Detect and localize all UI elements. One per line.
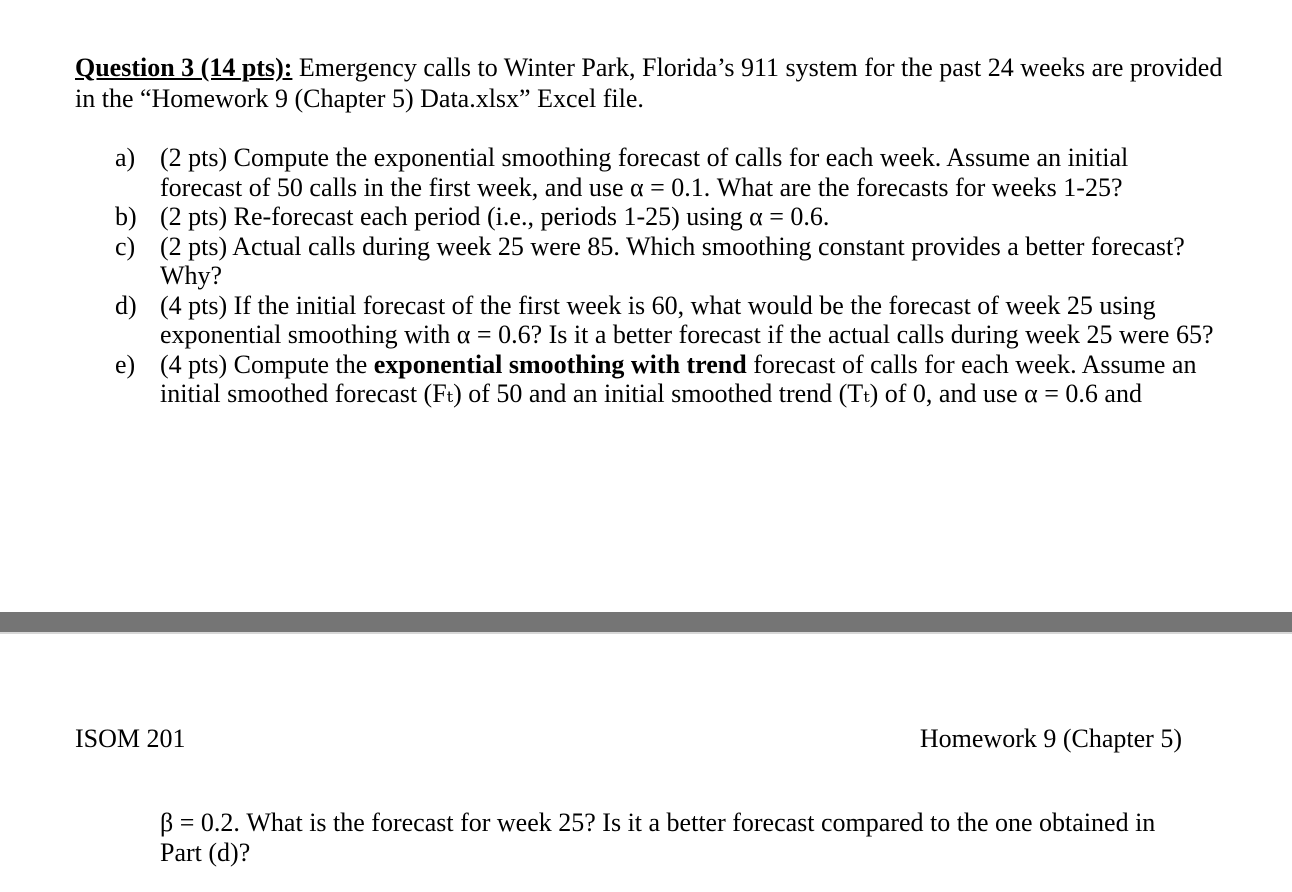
- part-e: [75, 350, 1215, 409]
- part-a: [75, 143, 1215, 202]
- question-text: Emergency calls to Winter Park, Florida’s 911 system for the past 24 weeks are provided in the “Homework 9 (Chapter 5) Data.xlsx” Excel file.: [75, 53, 1223, 113]
- part-text: (4 pts) If the initial forecast of the first week is 60, what would be the forecast of week 25 using exponential smoothing with α = 0.6? Is it a better forecast if the actual calls during week 25 were 65?: [160, 290, 1214, 349]
- footer-course: ISOM 201: [75, 724, 186, 753]
- part-letter: a): [115, 143, 136, 172]
- part-letter: b): [115, 202, 137, 231]
- part-text-bold: exponential smoothing with trend: [373, 349, 747, 379]
- part-letter: e): [115, 349, 136, 379]
- part-letter: d): [115, 290, 137, 320]
- page-separator: [0, 612, 1292, 632]
- part-text: (2 pts) Actual calls during week 25 were 85. Which smoothing constant provides a better forecast? Why?: [160, 231, 1185, 290]
- footer-title: Homework 9 (Chapter 5): [919, 724, 1182, 753]
- question-header: [75, 52, 1225, 114]
- part-letter: c): [115, 231, 136, 261]
- part-e-continuation: β = 0.2. What is the forecast for week 25? Is it a better forecast compared to the one obtained in Part (d)?: [160, 808, 1156, 867]
- part-text-after: forecast of calls for each week. Assume an initial smoothed forecast (Fₜ) of 50 and an initial smoothed trend (Tₜ) of 0, and use α = 0.6 and: [160, 349, 1197, 408]
- part-text: (2 pts) Compute the exponential smoothing forecast of calls for each week. Assume an initial forecast of 50 calls in the first week, and use α = 0.1. What are the forecasts for weeks 1-25?: [160, 143, 1129, 202]
- question-parts-list: [75, 143, 1215, 409]
- part-text: (2 pts) Re-forecast each period (i.e., periods 1-25) using α = 0.6.: [160, 202, 830, 231]
- part-text-before: (4 pts) Compute the: [160, 349, 374, 379]
- question-label: Question 3 (14 pts):: [75, 53, 293, 82]
- part-b: [75, 202, 1215, 232]
- part-c: [75, 232, 1215, 291]
- part-d: [75, 291, 1215, 350]
- page-separator-shadow: [0, 632, 1292, 634]
